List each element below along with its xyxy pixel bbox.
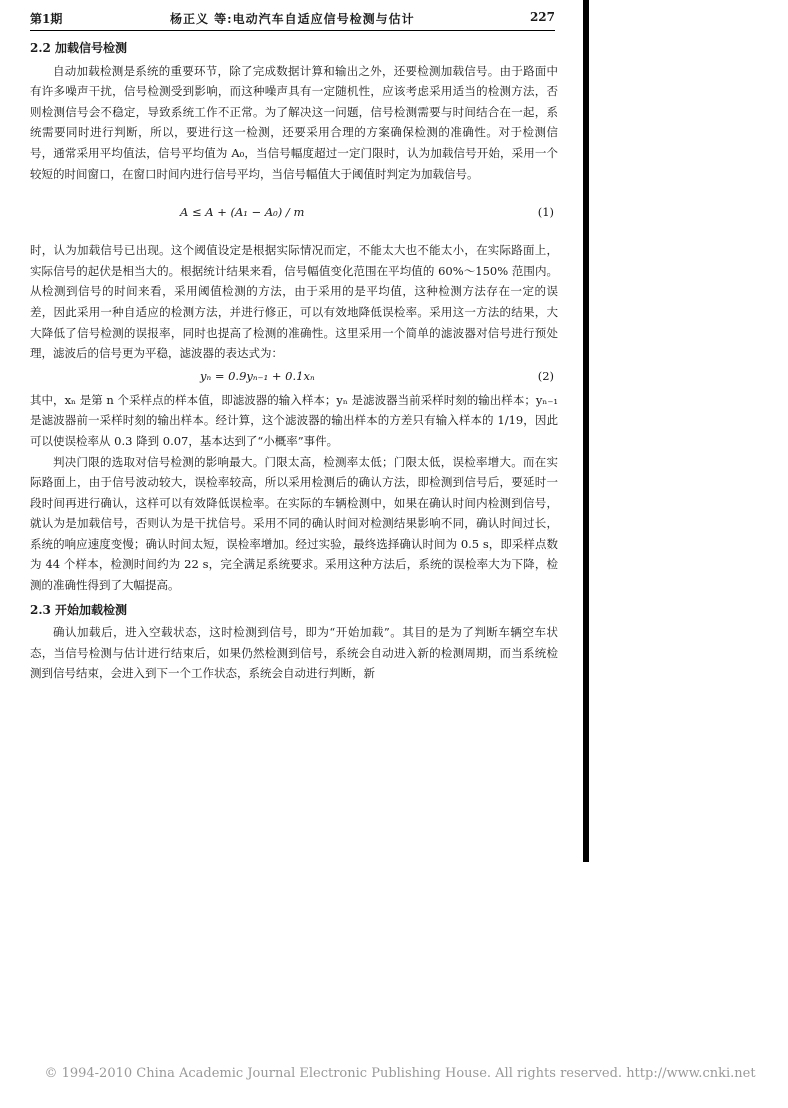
page-number: 227 [529, 10, 555, 24]
article-body [30, 38, 558, 684]
equation-1-number: (1) [537, 205, 554, 220]
equation-2-expression: yₙ = 0.9yₙ₋₁ + 0.1xₙ [200, 368, 315, 383]
issue-label: 第1期 [30, 12, 63, 26]
equation-2 [30, 366, 558, 388]
paragraph: 自动加载检测是系统的重要环节，除了完成数据计算和输出之外，还要检测加载信号。由于路面中有许多噪声干扰，信号检测受到影响，而这种噪声具有一定随机性，应该考虑采用适当的检测方法，否则检测信号会不稳定，导致系统工作不正常。为了解决这一问题，信号检测需要与时间结合在一起，系统需要同时进行判断，所以，要进行这一检测，还要采用合理的方案确保检测的准确性。对于检测信号，通常采用平均值法，信号平均值为 A₀，当信号幅度超过一定门限时，认为加载信号开始，采用一个较短的时间窗口，在窗口时间内进行信号平均，当信号幅值大于阈值时判定为加载信号。 [30, 63, 558, 181]
running-title: 杨正义 等:电动汽车自适应信号检测与估计 [170, 12, 415, 26]
paragraph: 确认加载后，进入空载状态，这时检测到信号，即为“开始加载”。其目的是为了判断车辆空车状态，当信号检测与估计进行结束后，如果仍然检测到信号，系统会自动进入新的检测周期，而当系统检测到信号结束，会进入到下一个工作状态，系统会自动进行判断，新 [30, 625, 558, 681]
header-rule [30, 30, 555, 31]
copyright-footer: © 1994-2010 China Academic Journal Electronic Publishing House. All rights reserved. http://www.cnki.net [44, 1066, 756, 1081]
section-heading-2-3: 2.3 开始加载检测 [30, 602, 128, 617]
equation-1-expression: A ≤ A + (A₁ − A₀) / m [180, 205, 305, 220]
paragraph: 时，认为加载信号已出现。这个阈值设定是根据实际情况而定，不能太大也不能太小，在实际路面上，实际信号的起伏是相当大的。根据统计结果来看，信号幅值变化范围在平均值的 60%～150% 范围内。从检测到信号的时间来看，采用阈值检测的方法，由于采用的是平均值，这种检测方法存在一定的误差，因此采用一种自适应的检测方法，并进行修正，可以有效地降低误检率。采用这一方法的结果，大大降低了信号检测的误报率，同时也提高了检测的准确性。这里采用一个简单的滤波器对信号进行预处理，滤波后的信号更为平稳，滤波器的表达式为： [30, 243, 558, 361]
paragraph: 判决门限的选取对信号检测的影响最大。门限太高，检测率太低；门限太低，误检率增大。而在实际路面上，由于信号波动较大，误检率较高，所以采用检测后的确认方法，即检测到信号后，要延时一段时间再进行确认，这样可以有效降低误检率。在实际的车辆检测中，如果在确认时间内检测到信号，就认为是加载信号，否则认为是干扰信号。采用不同的确认时间对检测结果影响不同，确认时间过长，系统的响应速度变慢；确认时间太短，误检率增加。经过实验，最终选择确认时间为 0.5 s，即采样点数为 44 个样本，检测时间约为 22 s，完全满足系统要求。采用这种方法后，系统的误检率大为下降，检测的准确性得到了大幅提高。 [30, 454, 558, 593]
equation-1 [30, 198, 558, 228]
equation-2-number: (2) [537, 368, 554, 383]
scan-edge-bar [583, 0, 589, 862]
running-header [30, 6, 555, 28]
section-heading-2-2: 2.2 加载信号检测 [30, 41, 128, 55]
paragraph: 其中，xₙ 是第 n 个采样点的样本值，即滤波器的输入样本；yₙ 是滤波器当前采样时刻的输出样本；yₙ₋₁ 是滤波器前一采样时刻的输出样本。经计算，这个滤波器的输出样本的方差只有输入样本的 1/19，因此可以使误检率从 0.3 降到 0.07，基本达到了“小概率”事件。 [30, 392, 558, 448]
